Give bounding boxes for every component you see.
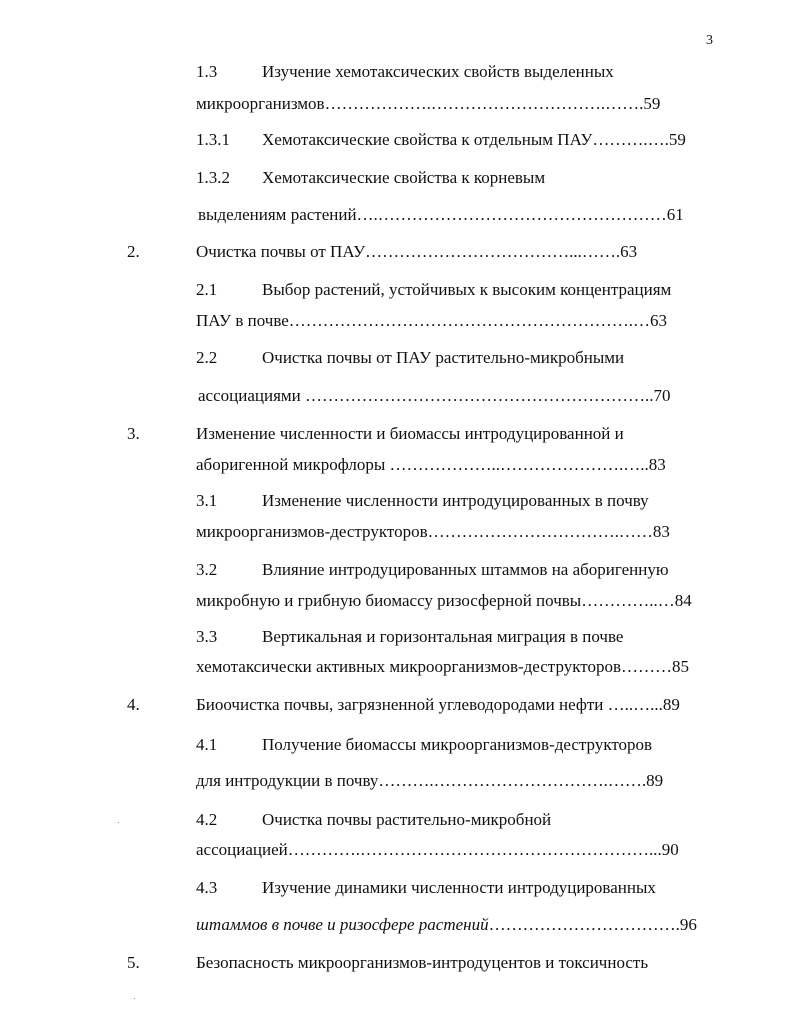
toc-entry-title: Очистка почвы растительно-микробной [262, 810, 552, 829]
toc-entry-title: Вертикальная и горизонтальная миграция в почве [262, 627, 624, 646]
toc-entry-continuation [196, 915, 697, 935]
toc-chapter-title: Изменение численности и биомассы интродуцированной и [196, 424, 624, 443]
toc-entry-title: Хемотаксические свойства к корневым [262, 168, 546, 187]
toc-chapter-number: 3. [127, 424, 140, 443]
toc-entry-continuation: аборигенной микрофлоры ………………..………………….…..83 [196, 455, 666, 474]
toc-entry-number: 4.3 [196, 878, 218, 897]
toc-entry-number: 4.1 [196, 735, 218, 754]
toc-entry-continuation: ассоциацией………….……………………………………………...90 [196, 840, 679, 859]
page-number: 3 [706, 33, 713, 48]
toc-entry-number: 2.2 [196, 348, 218, 367]
toc-entry-title: Изучение динамики численности интродуцированных [262, 878, 656, 897]
toc-chapter-title: Очистка почвы от ПАУ………………………………...…….63 [196, 242, 638, 261]
toc-entry-number: 4.2 [196, 810, 218, 829]
toc-entry-continuation-italic: штаммов в почве и ризосфере растений [196, 915, 489, 934]
toc-entry-number: 3.3 [196, 627, 218, 646]
toc-entry-title: Изменение численности интродуцированных в почву [262, 491, 649, 510]
toc-entry-continuation: выделениям растений….……………………………………………61 [198, 205, 684, 224]
toc-chapter-title: Биоочистка почвы, загрязненной углеводородами нефти …..…...89 [196, 695, 680, 714]
toc-entry-continuation: микроорганизмов-деструкторов…………………………….……83 [196, 522, 670, 541]
toc-entry-title: Влияние интродуцированных штаммов на аборигенную [262, 560, 669, 579]
toc-chapter-title: Безопасность микроорганизмов-интродуцентов и токсичность [196, 953, 649, 972]
toc-entry-title: Изучение хемотаксических свойств выделенных [262, 62, 614, 81]
toc-entry-continuation: микробную и грибную биомассу ризосферной почвы…………..…84 [196, 591, 692, 610]
toc-entry-title: Очистка почвы от ПАУ растительно-микробными [262, 348, 625, 367]
toc-entry-number: 1.3.2 [196, 168, 230, 187]
toc-entry-title: Получение биомассы микроорганизмов-деструкторов [262, 735, 653, 754]
toc-entry-continuation: ПАУ в почве…………………………………………………….…63 [196, 311, 668, 330]
toc-entry-continuation: для интродукции в почву……….………………………….…….89 [196, 771, 664, 790]
scan-speck [134, 998, 135, 999]
toc-entry-continuation: микроорганизмов……………….………………………….…….59 [196, 94, 661, 113]
toc-chapter-number: 4. [127, 695, 140, 714]
toc-entry-title: Выбор растений, устойчивых к высоким концентрациям [262, 280, 672, 299]
toc-entry-number: 2.1 [196, 280, 218, 299]
toc-entry-continuation: ассоциациями ……………………………………………………..70 [198, 386, 671, 405]
toc-entry-number: 1.3 [196, 62, 218, 81]
toc-chapter-number: 2. [127, 242, 140, 261]
toc-entry-number: 1.3.1 [196, 130, 230, 149]
toc-entry-leader: …………………………….96 [488, 915, 697, 934]
toc-entry-title: Хемотаксические свойства к отдельным ПАУ……….….59 [262, 130, 686, 149]
toc-entry-continuation: хемотаксически активных микроорганизмов-деструкторов………85 [196, 657, 689, 676]
toc-entry-number: 3.1 [196, 491, 218, 510]
toc-chapter-number: 5. [127, 953, 140, 972]
scan-speck [118, 822, 119, 823]
toc-entry-number: 3.2 [196, 560, 218, 579]
